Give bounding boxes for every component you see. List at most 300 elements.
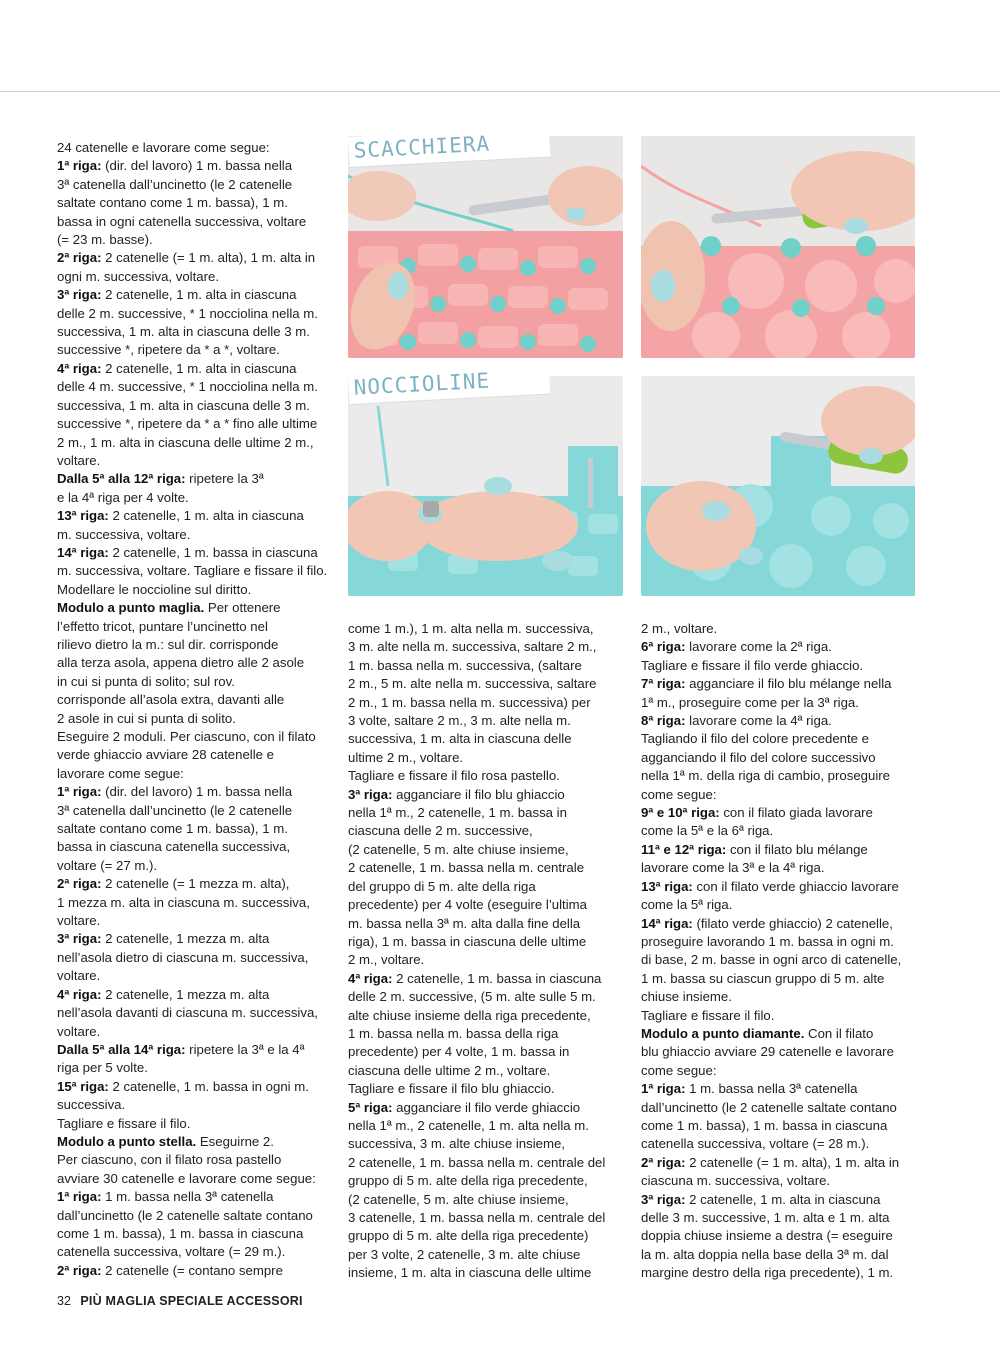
bold-label: 2ª riga: xyxy=(57,250,102,266)
line-text: in cui si punta di solito; sul rov. xyxy=(57,673,235,689)
line-text: 2 catenelle, 1 mezza m. alta xyxy=(101,986,270,1002)
text-line xyxy=(641,620,921,638)
bold-label: 4ª riga: xyxy=(57,360,102,376)
text-line xyxy=(641,1135,921,1153)
text-line xyxy=(57,728,332,746)
magazine-title: PIÙ MAGLIA SPECIALE ACCESSORI xyxy=(80,1294,303,1308)
text-line xyxy=(57,857,332,875)
line-text: come 1 m. bassa), 1 m. bassa in ciascuna xyxy=(57,1225,304,1241)
line-text: catenella successiva, voltare (= 29 m.). xyxy=(57,1244,286,1260)
line-text: nella 1ª m., 2 catenelle, 1 m. bassa in xyxy=(348,805,567,821)
text-line xyxy=(641,1062,921,1080)
line-text: 1 mezza m. alta in ciascuna m. successiva, xyxy=(57,894,310,910)
text-line xyxy=(641,804,921,822)
line-text: ripetere la 3ª xyxy=(185,471,264,487)
text-line xyxy=(57,967,332,985)
line-text: gruppo di 5 m. alte della riga precedente) xyxy=(348,1228,589,1244)
text-line xyxy=(57,783,332,801)
bold-label: 2ª riga: xyxy=(57,1262,102,1278)
line-text: Eseguirne 2. xyxy=(196,1133,274,1149)
line-text: 1ª m., proseguire come per la 3ª riga. xyxy=(641,694,859,710)
text-line xyxy=(57,157,332,175)
line-text: Tagliare e fissare il filo. xyxy=(641,1007,775,1023)
text-line xyxy=(348,1135,626,1153)
line-text: agganciare il filo verde ghiaccio xyxy=(392,1099,581,1115)
text-line xyxy=(641,712,921,730)
line-text: 2 m., 1 m. bassa nella m. successiva) per xyxy=(348,694,591,710)
top-rule xyxy=(0,91,1000,92)
line-text: precedente) per 4 volte, 1 m. bassa in xyxy=(348,1044,570,1060)
line-text: come 1 m. bassa), 1 m. bassa in ciascuna xyxy=(641,1117,888,1133)
text-column-2 xyxy=(348,620,626,1283)
line-text: come la 5ª riga. xyxy=(641,897,733,913)
bold-label: Dalla 5ª alla 14ª riga: xyxy=(57,1041,186,1057)
page-footer xyxy=(57,1294,303,1308)
text-line xyxy=(348,1080,626,1098)
line-text: catenella successiva, voltare (= 28 m.). xyxy=(641,1136,870,1152)
bold-label: 1ª riga: xyxy=(57,158,102,174)
text-line xyxy=(57,470,332,488)
text-line xyxy=(57,323,332,341)
text-line xyxy=(348,620,626,638)
line-text: insieme, 1 m. alta in ciascuna delle ultime xyxy=(348,1265,592,1281)
photo-label-noccioline: NOCCIOLINE xyxy=(348,363,551,404)
line-text: agganciando il filo del colore successivo xyxy=(641,749,876,765)
line-text: Tagliare e fissare il filo blu ghiaccio. xyxy=(348,1081,555,1097)
text-line xyxy=(348,896,626,914)
text-line xyxy=(57,691,332,709)
text-line xyxy=(57,912,332,930)
line-text: avviare 30 catenelle e lavorare come segue: xyxy=(57,1170,316,1186)
line-text: voltare. xyxy=(57,968,101,984)
line-text: (= 23 m. basse). xyxy=(57,232,153,248)
photo-label-scacchiera: SCACCHIERA xyxy=(348,126,551,167)
text-line xyxy=(641,786,921,804)
line-text: come 1 m.), 1 m. alta nella m. successiva, xyxy=(348,621,594,636)
photo-checkerboard-1 xyxy=(348,136,623,358)
text-line xyxy=(641,970,921,988)
line-text: delle 2 m. successive, (5 m. alte sulle 5 m. xyxy=(348,989,596,1005)
text-line xyxy=(57,1059,332,1077)
text-line xyxy=(641,638,921,656)
text-line xyxy=(641,1264,921,1282)
line-text: come la 5ª e la 6ª riga. xyxy=(641,823,774,839)
text-line xyxy=(57,434,332,452)
line-text: (filato verde ghiaccio) 2 catenelle, xyxy=(692,915,893,931)
line-text: ogni m. successiva, voltare. xyxy=(57,268,219,284)
text-line xyxy=(57,802,332,820)
line-text: m. bassa nella 3ª m. alta dalla fine della xyxy=(348,915,581,931)
line-text: Modellare le noccioline sul diritto. xyxy=(57,581,252,597)
line-text: 2 m., voltare. xyxy=(348,952,425,968)
text-line xyxy=(641,1227,921,1245)
text-line xyxy=(57,875,332,893)
text-line xyxy=(57,526,332,544)
line-text: 1 m. bassa nella m. successiva, (saltare xyxy=(348,657,582,673)
line-text: voltare. xyxy=(57,913,101,929)
text-line xyxy=(348,1246,626,1264)
text-line xyxy=(348,988,626,1006)
line-text: Tagliare e fissare il filo rosa pastello. xyxy=(348,768,560,784)
text-line xyxy=(57,489,332,507)
line-text: Per ottenere xyxy=(204,600,281,616)
text-line xyxy=(57,213,332,231)
text-line xyxy=(57,452,332,470)
photo-puff-stitch-1 xyxy=(348,376,623,596)
text-line xyxy=(348,767,626,785)
text-line xyxy=(57,599,332,617)
text-line xyxy=(57,930,332,948)
line-text: lavorare come la 3ª e la 4ª riga. xyxy=(641,860,825,876)
line-text: (2 catenelle, 5 m. alte chiuse insieme, xyxy=(348,1191,569,1207)
text-line xyxy=(641,694,921,712)
bold-label: 7ª riga: xyxy=(641,676,686,692)
line-text: lavorare come segue: xyxy=(57,765,184,781)
text-line xyxy=(348,841,626,859)
bold-label: 13ª riga: xyxy=(57,508,109,524)
line-text: per 3 volte, 2 catenelle, 3 m. alte chiuse xyxy=(348,1246,581,1262)
text-line xyxy=(57,654,332,672)
line-text: 2 catenelle (= 1 m. alta), 1 m. alta in xyxy=(685,1154,900,1170)
text-line xyxy=(641,1043,921,1061)
text-line xyxy=(641,657,921,675)
line-text: 3ª catenella dall’uncinetto (le 2 catenelle xyxy=(57,802,293,818)
line-text: del gruppo di 5 m. alte della riga xyxy=(348,878,536,894)
text-line xyxy=(57,894,332,912)
line-text: alte chiuse insieme della riga precedente, xyxy=(348,1007,591,1023)
text-line xyxy=(348,822,626,840)
text-line xyxy=(348,804,626,822)
bold-label: 6ª riga: xyxy=(641,639,686,655)
line-text: come segue: xyxy=(641,786,717,802)
line-text: ripetere la 3ª e la 4ª xyxy=(185,1041,305,1057)
line-text: 2 m., 5 m. alte nella m. successiva, saltare xyxy=(348,676,597,692)
text-line xyxy=(57,1151,332,1169)
text-line xyxy=(641,1080,921,1098)
line-text: ciascuna m. successiva, voltare. xyxy=(641,1173,831,1189)
line-text: 3ª catenella dall’uncinetto (le 2 catenelle xyxy=(57,176,293,192)
line-text: doppia chiuse insieme a destra (= eseguire xyxy=(641,1228,893,1244)
line-text: 2 catenelle, 1 m. bassa in ciascuna xyxy=(392,970,602,986)
line-text: proseguire lavorando 1 m. bassa in ogni m. xyxy=(641,933,894,949)
text-column-3 xyxy=(641,620,921,1283)
text-line xyxy=(57,1023,332,1041)
line-text: successive *, ripetere da * a *, voltare. xyxy=(57,342,280,358)
text-line xyxy=(348,694,626,712)
text-line xyxy=(348,915,626,933)
line-text: 2 catenelle, 1 m. alta in ciascuna xyxy=(685,1191,881,1207)
line-text: nella 1ª m., 2 catenelle, 1 m. alta nella m. xyxy=(348,1117,589,1133)
text-line xyxy=(348,712,626,730)
text-line xyxy=(57,378,332,396)
line-text: come segue: xyxy=(641,1062,717,1078)
line-text: verde ghiaccio avviare 28 catenelle e xyxy=(57,747,274,763)
line-text: ciascuna delle 2 m. successive, xyxy=(348,823,533,839)
bold-label: 14ª riga: xyxy=(641,915,693,931)
line-text: con il filato giada lavorare xyxy=(719,805,873,821)
bold-label: 13ª riga: xyxy=(641,878,693,894)
line-text: l’effetto tricot, puntare l’uncinetto nel xyxy=(57,618,268,634)
bold-label: 2ª riga: xyxy=(641,1154,686,1170)
text-line xyxy=(57,268,332,286)
line-text: 1 m. bassa nella 3ª catenella xyxy=(101,1189,274,1205)
line-text: lavorare come la 4ª riga. xyxy=(685,713,832,729)
line-text: 2 catenelle, 1 m. bassa in ogni m. xyxy=(108,1078,309,1094)
line-text: successiva, 1 m. alta in ciascuna delle 3 m. xyxy=(57,397,310,413)
text-line xyxy=(348,786,626,804)
text-line xyxy=(348,933,626,951)
line-text: 2 catenelle (= 1 mezza m. alta), xyxy=(101,876,290,892)
page-number: 32 xyxy=(57,1294,71,1308)
line-text: gruppo di 5 m. alte della riga precedente, xyxy=(348,1173,588,1189)
text-line xyxy=(348,638,626,656)
line-text: riga per 5 volte. xyxy=(57,1060,148,1076)
text-line xyxy=(348,1117,626,1135)
text-line xyxy=(57,1041,332,1059)
text-line xyxy=(57,360,332,378)
bold-label: Modulo a punto maglia. xyxy=(57,600,205,616)
line-text: 2 catenelle, 1 m. bassa nella m. centrale xyxy=(348,860,585,876)
line-text: 2 catenelle, 1 m. bassa in ciascuna xyxy=(108,544,318,560)
text-line xyxy=(348,951,626,969)
text-line xyxy=(641,896,921,914)
bold-label: 14ª riga: xyxy=(57,544,109,560)
text-line xyxy=(57,838,332,856)
line-text: bassa in ogni catenella successiva, voltare xyxy=(57,213,307,229)
text-line xyxy=(348,675,626,693)
line-text: 2 asole in cui si punta di solito. xyxy=(57,710,236,726)
bold-label: 11ª e 12ª riga: xyxy=(641,841,727,857)
text-line xyxy=(57,1243,332,1261)
line-text: 2 catenelle (= 1 m. alta), 1 m. alta in xyxy=(101,250,316,266)
line-text: la m. alta doppia nella base della 3ª m. dal xyxy=(641,1246,889,1262)
text-column-1 xyxy=(57,139,332,1280)
bold-label: 4ª riga: xyxy=(57,986,102,1002)
line-text: voltare (= 27 m.). xyxy=(57,857,158,873)
line-text: nell’asola dietro di ciascuna m. successiva, xyxy=(57,949,309,965)
bold-label: 3ª riga: xyxy=(641,1191,686,1207)
text-line xyxy=(57,507,332,525)
text-line xyxy=(641,915,921,933)
text-line xyxy=(641,859,921,877)
text-line xyxy=(57,673,332,691)
line-text: voltare. xyxy=(57,1023,101,1039)
line-text: dall’uncinetto (le 2 catenelle saltate contano xyxy=(641,1099,897,1115)
text-line xyxy=(57,820,332,838)
line-text: successiva, 3 m. alte chiuse insieme, xyxy=(348,1136,565,1152)
line-text: voltare. xyxy=(57,452,101,468)
line-text: Tagliando il filo del colore precedente e xyxy=(641,731,869,747)
line-text: m. successiva, voltare. Tagliare e fissare il filo. xyxy=(57,563,328,579)
line-text: corrisponde all’asola extra, davanti alle xyxy=(57,692,285,708)
text-line xyxy=(57,1188,332,1206)
line-text: e la 4ª riga per 4 volte. xyxy=(57,489,189,505)
line-text: bassa in ciascuna catenella successiva, xyxy=(57,839,291,855)
bold-label: 1ª riga: xyxy=(641,1081,686,1097)
text-line xyxy=(348,1025,626,1043)
line-text: alla terza asola, appena dietro alle 2 asole xyxy=(57,655,305,671)
text-line xyxy=(57,618,332,636)
text-line xyxy=(641,675,921,693)
text-line xyxy=(57,1170,332,1188)
text-line xyxy=(57,636,332,654)
text-line xyxy=(641,749,921,767)
text-line xyxy=(57,231,332,249)
line-text: nella 1ª m. della riga di cambio, proseguire xyxy=(641,768,890,784)
text-line xyxy=(348,1043,626,1061)
line-text: (2 catenelle, 5 m. alte chiuse insieme, xyxy=(348,841,569,857)
text-line xyxy=(641,878,921,896)
text-line xyxy=(348,657,626,675)
line-text: saltate contano come 1 m. bassa), 1 m. xyxy=(57,821,288,837)
text-line xyxy=(57,562,332,580)
text-line xyxy=(57,1225,332,1243)
text-line xyxy=(348,1099,626,1117)
text-line xyxy=(57,1262,332,1280)
text-line xyxy=(348,1264,626,1282)
text-line xyxy=(641,767,921,785)
line-text: 2 catenelle, 1 m. alta in ciascuna xyxy=(101,287,297,303)
text-line xyxy=(57,581,332,599)
line-text: successiva. xyxy=(57,1097,126,1113)
line-text: Eseguire 2 moduli. Per ciascuno, con il filato xyxy=(57,729,316,744)
text-line xyxy=(57,1078,332,1096)
line-text: Per ciascuno, con il filato rosa pastello xyxy=(57,1152,282,1168)
text-line xyxy=(57,1096,332,1114)
text-line xyxy=(57,341,332,359)
line-text: 2 catenelle, 1 m. bassa nella m. centrale del xyxy=(348,1154,606,1170)
text-line xyxy=(57,286,332,304)
line-text: di base, 2 m. basse in ogni arco di catenelle, xyxy=(641,952,902,968)
text-line xyxy=(641,1007,921,1025)
line-text: 2 m., 1 m. alta in ciascuna delle ultime 2 m., xyxy=(57,434,314,450)
text-line xyxy=(57,765,332,783)
text-line xyxy=(57,746,332,764)
photo-checkerboard-2 xyxy=(641,136,915,358)
line-text: lavorare come la 2ª riga. xyxy=(685,639,832,655)
line-text: Con il filato xyxy=(804,1025,874,1041)
text-line xyxy=(348,1062,626,1080)
bold-label: Dalla 5ª alla 12ª riga: xyxy=(57,471,186,487)
line-text: m. successiva, voltare. xyxy=(57,526,191,542)
text-line xyxy=(641,730,921,748)
line-text: 2 catenelle, 1 m. alta in ciascuna xyxy=(108,508,304,524)
line-text: 2 catenelle, 1 mezza m. alta xyxy=(101,931,270,947)
line-text: 1 m. bassa su ciascun gruppo di 5 m. alte xyxy=(641,970,885,986)
line-text: Tagliare e fissare il filo. xyxy=(57,1115,191,1131)
bold-label: Modulo a punto diamante. xyxy=(641,1025,805,1041)
text-line xyxy=(348,970,626,988)
line-text: ultime 2 m., voltare. xyxy=(348,749,464,765)
bold-label: 1ª riga: xyxy=(57,1189,102,1205)
text-line xyxy=(348,749,626,767)
line-text: agganciare il filo blu mélange nella xyxy=(685,676,892,692)
line-text: Tagliare e fissare il filo verde ghiaccio. xyxy=(641,657,864,673)
text-line xyxy=(57,397,332,415)
bold-label: 8ª riga: xyxy=(641,713,686,729)
text-line xyxy=(641,988,921,1006)
line-text: con il filato verde ghiaccio lavorare xyxy=(692,878,899,894)
text-line xyxy=(348,1227,626,1245)
text-line xyxy=(641,822,921,840)
text-line xyxy=(348,1154,626,1172)
line-text: 3 volte, saltare 2 m., 3 m. alte nella m. xyxy=(348,713,571,729)
text-line xyxy=(641,933,921,951)
bold-label: 4ª riga: xyxy=(348,970,393,986)
line-text: ciascuna delle ultime 2 m., voltare. xyxy=(348,1062,551,1078)
line-text: delle 3 m. successive, 1 m. alta e 1 m. alta xyxy=(641,1210,890,1225)
bold-label: 9ª e 10ª riga: xyxy=(641,805,720,821)
text-line xyxy=(348,730,626,748)
text-line xyxy=(57,1004,332,1022)
line-text: successiva, 1 m. alta in ciascuna delle xyxy=(348,731,572,747)
text-line xyxy=(641,951,921,969)
text-line xyxy=(57,176,332,194)
text-line xyxy=(348,859,626,877)
line-text: blu ghiaccio avviare 29 catenelle e lavorare xyxy=(641,1044,894,1060)
text-line xyxy=(57,986,332,1004)
bold-label: 3ª riga: xyxy=(57,287,102,303)
text-line xyxy=(641,1246,921,1264)
bold-label: 15ª riga: xyxy=(57,1078,109,1094)
text-line xyxy=(641,1117,921,1135)
bold-label: 2ª riga: xyxy=(57,876,102,892)
line-text: precedente) per 4 volte (eseguire l’ultima xyxy=(348,897,587,913)
text-line xyxy=(57,1133,332,1151)
line-text: 3 catenelle, 1 m. bassa nella m. centrale del xyxy=(348,1210,606,1225)
line-text: con il filato blu mélange xyxy=(726,841,868,857)
text-line xyxy=(348,1007,626,1025)
text-line xyxy=(57,544,332,562)
text-line xyxy=(641,1191,921,1209)
text-line xyxy=(57,139,332,157)
line-text: successiva, 1 m. alta in ciascuna delle 3 m. xyxy=(57,324,310,340)
line-text: 24 catenelle e lavorare come segue: xyxy=(57,140,270,155)
text-line xyxy=(348,1209,626,1227)
text-line xyxy=(57,710,332,728)
line-text: agganciare il filo blu ghiaccio xyxy=(392,786,565,802)
line-text: 2 catenelle (= contano sempre xyxy=(101,1262,283,1278)
text-line xyxy=(57,415,332,433)
text-line xyxy=(57,1115,332,1133)
text-line xyxy=(641,1209,921,1227)
text-line xyxy=(348,878,626,896)
line-text: delle 4 m. successive, * 1 nocciolina nella m. xyxy=(57,379,318,395)
text-line xyxy=(641,1099,921,1117)
line-text: 2 m., voltare. xyxy=(641,621,718,636)
line-text: 1 m. bassa nella 3ª catenella xyxy=(685,1081,858,1097)
line-text: riga), 1 m. bassa in ciascuna delle ultime xyxy=(348,933,587,949)
text-line xyxy=(57,949,332,967)
line-text: rilievo dietro la m.: sul dir. corrisponde xyxy=(57,636,279,652)
line-text: (dir. del lavoro) 1 m. bassa nella xyxy=(101,784,293,800)
line-text: chiuse insieme. xyxy=(641,989,732,1005)
text-line xyxy=(348,1191,626,1209)
bold-label: 5ª riga: xyxy=(348,1099,393,1115)
text-line xyxy=(641,1154,921,1172)
bold-label: Modulo a punto stella. xyxy=(57,1133,197,1149)
bold-label: 1ª riga: xyxy=(57,784,102,800)
text-line xyxy=(641,1025,921,1043)
text-line xyxy=(57,194,332,212)
line-text: successive *, ripetere da * a * fino alle ultime xyxy=(57,416,318,432)
bold-label: 3ª riga: xyxy=(57,931,102,947)
bold-label: 3ª riga: xyxy=(348,786,393,802)
text-line xyxy=(641,841,921,859)
line-text: 1 m. bassa nella m. bassa della riga xyxy=(348,1025,559,1041)
line-text: 2 catenelle, 1 m. alta in ciascuna xyxy=(101,360,297,376)
text-line xyxy=(641,1172,921,1190)
